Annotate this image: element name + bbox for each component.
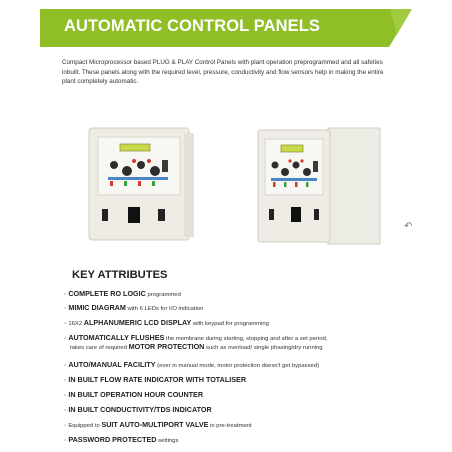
list-item: - AUTO/MANUAL FACILITY (ever in manual mode, motor protection doesn't get bypassed)	[64, 360, 320, 369]
dash-bullet-icon: -	[64, 291, 67, 298]
list-item: - Equipped to SUIT AUTO-MULTIPORT VALVE in pre-treatment	[64, 420, 252, 429]
page-curl-mark: ↶	[404, 221, 413, 232]
list-item-continuation: takes care of required MOTOR PROTECTION such as overload/ single phasing/dry running	[70, 342, 323, 351]
list-item: - PASSWORD PROTECTED settings	[64, 435, 179, 444]
dash-bullet-icon: -	[64, 422, 67, 429]
dash-bullet-icon: -	[64, 392, 67, 399]
list-item: - IN BUILT FLOW RATE INDICATOR WITH TOTALISER	[64, 375, 247, 384]
control-panel-image-left	[88, 125, 202, 248]
intro-line-3: plant completely automatic.	[62, 78, 139, 86]
dash-bullet-icon: -	[64, 407, 67, 414]
dash-bullet-icon: -	[64, 320, 67, 327]
intro-paragraph	[62, 58, 412, 87]
page-title: AUTOMATIC CONTROL PANELS	[64, 17, 321, 35]
dash-bullet-icon: -	[64, 305, 67, 312]
dash-bullet-icon: -	[64, 437, 67, 444]
dash-bullet-icon: -	[64, 335, 67, 342]
control-panel-image-right	[257, 127, 387, 250]
list-item: - IN BUILT OPERATION HOUR COUNTER	[64, 390, 204, 399]
list-item: - 16X2 ALPHANUMERIC LCD DISPLAY with keypad for programming	[64, 318, 269, 327]
list-item: - MIMIC DIAGRAM with 6 LEDs for I/O indication	[64, 303, 204, 312]
list-item: - AUTOMATICALLY FLUSHES the membrane during starting, stopping and after a set period, takes care of required MOTOR PROTECTION such as overload/ single phasing/dry running	[64, 333, 328, 351]
intro-line-2: inbuilt. These panels along with the required level, pressure, conductivity and flow sensors help in making the entire	[62, 68, 384, 76]
key-attributes-heading: KEY ATTRIBUTES	[72, 269, 168, 281]
dash-bullet-icon: -	[64, 362, 67, 369]
list-item: - IN BUILT CONDUCTIVITY/TDS INDICATOR	[64, 405, 212, 414]
list-item: - COMPLETE RO LOGIC programmed	[64, 289, 181, 298]
title-banner	[40, 9, 412, 47]
intro-line-1: Compact Microprocessor based PLUG & PLAY Control Panels with plant operation preprogrammed and all safeties	[62, 59, 383, 66]
dash-bullet-icon: -	[64, 377, 67, 384]
